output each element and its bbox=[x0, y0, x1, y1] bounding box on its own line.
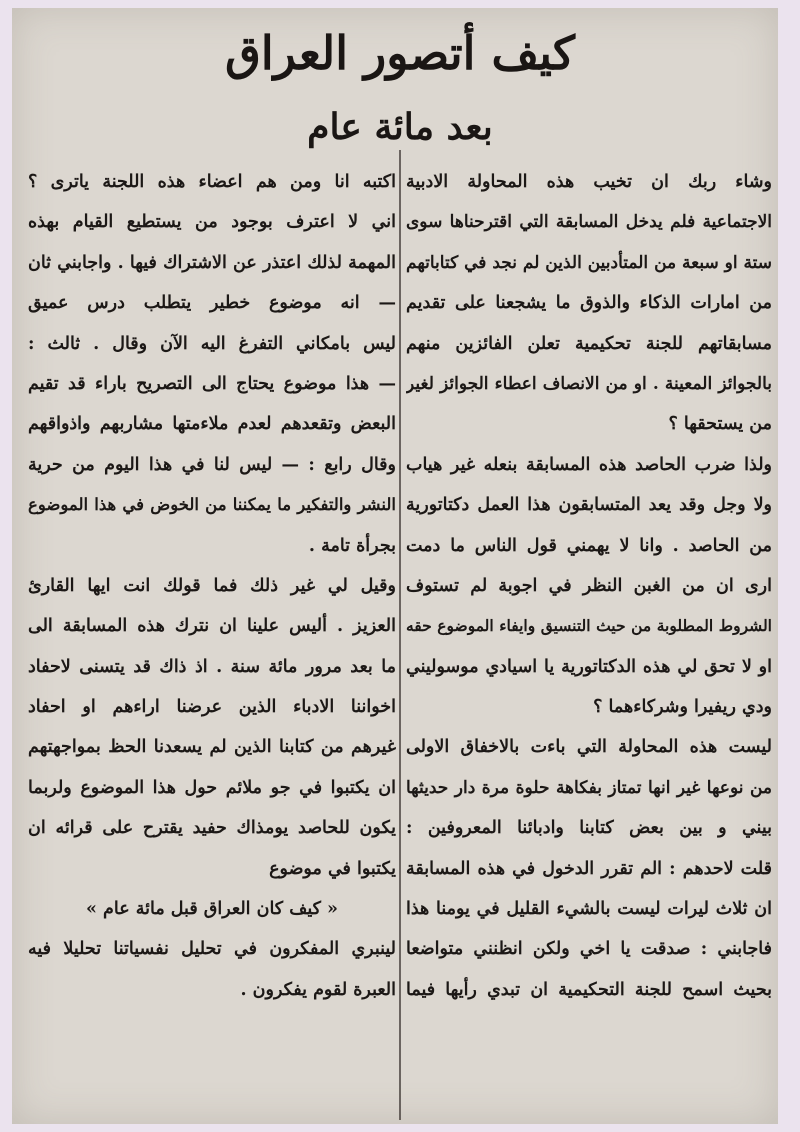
text-line: — هذا موضوع يحتاج الى التصريح باراء قد تقيم bbox=[28, 373, 396, 394]
left-column bbox=[28, 162, 396, 1010]
text-line: غيرهم من كتابنا الذين لم يسعدنا الحظ بمواجهتهم bbox=[28, 737, 396, 758]
text-line: ليس بامكاني التفرغ اليه الآن وقال . ثالث : bbox=[28, 333, 396, 354]
text-line: قلت لاحدهم : الم تقرر الدخول في هذه المسابقة bbox=[406, 858, 772, 879]
text-line: العزيز . أليس علينا ان نترك هذه المسابقة الى bbox=[28, 616, 396, 637]
text-line: بحيث اسمح للجنة التحكيمية ان تبدي رأيها فيما bbox=[406, 979, 772, 1000]
text-line: وقال رابع : — ليس لنا في هذا اليوم من حرية bbox=[28, 454, 396, 475]
text-line: ولا وجل وقد يعد المتسابقون هذا العمل دكتاتورية bbox=[406, 495, 772, 516]
article-title: كيف أتصور العراق bbox=[225, 26, 575, 80]
right-column bbox=[406, 162, 772, 1010]
text-line: وشاء ربك ان تخيب هذه المحاولة الادبية bbox=[406, 172, 772, 192]
text-line: اني لا اعترف بوجود من يستطيع القيام بهذه bbox=[28, 212, 396, 233]
text-line: ارى ان من الغبن النظر في اجوبة لم تستوف bbox=[406, 575, 772, 596]
text-line: العبرة لقوم يفكرون . bbox=[240, 979, 396, 1000]
text-line: ان يكتبوا في جو ملائم حول هذا الموضوع ولربما bbox=[28, 777, 396, 798]
text-line: اكتبه انا ومن هم اعضاء هذه اللجنة ياترى ؟ bbox=[28, 172, 396, 192]
text-line: اخواننا الادباء الذين عرضنا اراءهم او احفاد bbox=[28, 697, 396, 718]
text-line: بجرأة تامة . bbox=[308, 535, 396, 556]
text-line: من يستحقها ؟ bbox=[668, 414, 772, 435]
text-line: ودي ريفيرا وشركاءهما ؟ bbox=[593, 697, 772, 718]
text-line: ولذا ضرب الحاصد هذه المسابقة بنعله غير هياب bbox=[406, 454, 772, 475]
text-line: الاجتماعية فلم يدخل المسابقة التي اقترحناها سوى bbox=[406, 212, 772, 233]
text-line: بالجوائز المعينة . او من الانصاف اعطاء الجوائز لغير bbox=[406, 373, 772, 394]
text-line: النشر والتفكير ما يمكننا من الخوض في هذا الموضوع bbox=[28, 495, 396, 515]
text-line: — انه موضوع خطير يتطلب درس عميق bbox=[28, 293, 396, 314]
text-line: وقيل لي غير ذلك فما قولك انت ايها القارئ bbox=[28, 575, 396, 596]
text-line: ما بعد مرور مائة سنة . اذ ذاك قد يتسنى لاحفاد bbox=[28, 656, 396, 677]
quoted-topic: « كيف كان العراق قبل مائة عام » bbox=[86, 899, 338, 920]
text-line: من امارات الذكاء والذوق ما يشجعنا على تقديم bbox=[406, 293, 772, 314]
text-line: المهمة لذلك اعتذر عن الاشتراك فيها . واجابني ثان bbox=[28, 252, 396, 273]
text-line: او لا تحق لي هذه الدكتاتورية يا اسيادي موسوليني bbox=[406, 656, 772, 677]
text-line: لينبري المفكرون في تحليل نفسياتنا تحليلا فيه bbox=[28, 939, 396, 960]
text-line: فاجابني : صدقت يا اخي ولكن انظنني متواضعا bbox=[406, 939, 772, 960]
text-line: بيني و بين بعض كتابنا وادبائنا المعروفين : bbox=[406, 818, 772, 839]
text-line: يكون للحاصد يومذاك حفيد يقترح على قرائه ان bbox=[28, 818, 396, 839]
text-line: ان ثلاث ليرات ليست بالشيء القليل في يومنا هذا bbox=[406, 899, 772, 920]
text-line: يكتبوا في موضوع bbox=[269, 858, 396, 879]
text-line: ليست هذه المحاولة التي باءت بالاخفاق الاولى bbox=[406, 737, 772, 758]
text-line: البعض وتقعدهم لعدم ملاءمتها مشاربهم واذواقهم bbox=[28, 414, 396, 435]
text-line: مسابقاتهم للجنة تحكيمية تعلن الفائزين منهم bbox=[406, 333, 772, 354]
text-line: الشروط المطلوبة من حيث التنسيق وايفاء الموضوع حقه bbox=[406, 616, 772, 636]
text-line: ستة او سبعة من المتأدبين الذين لم نجد في كتاباتهم bbox=[406, 252, 772, 273]
article-subtitle: بعد مائة عام bbox=[307, 106, 493, 148]
text-line: من الحاصد . وانا لا يهمني قول الناس ما دمت bbox=[406, 535, 772, 556]
column-divider bbox=[399, 150, 401, 1120]
text-line: من نوعها غير انها تمتاز بفكاهة حلوة مرة دار حديثها bbox=[406, 777, 772, 798]
